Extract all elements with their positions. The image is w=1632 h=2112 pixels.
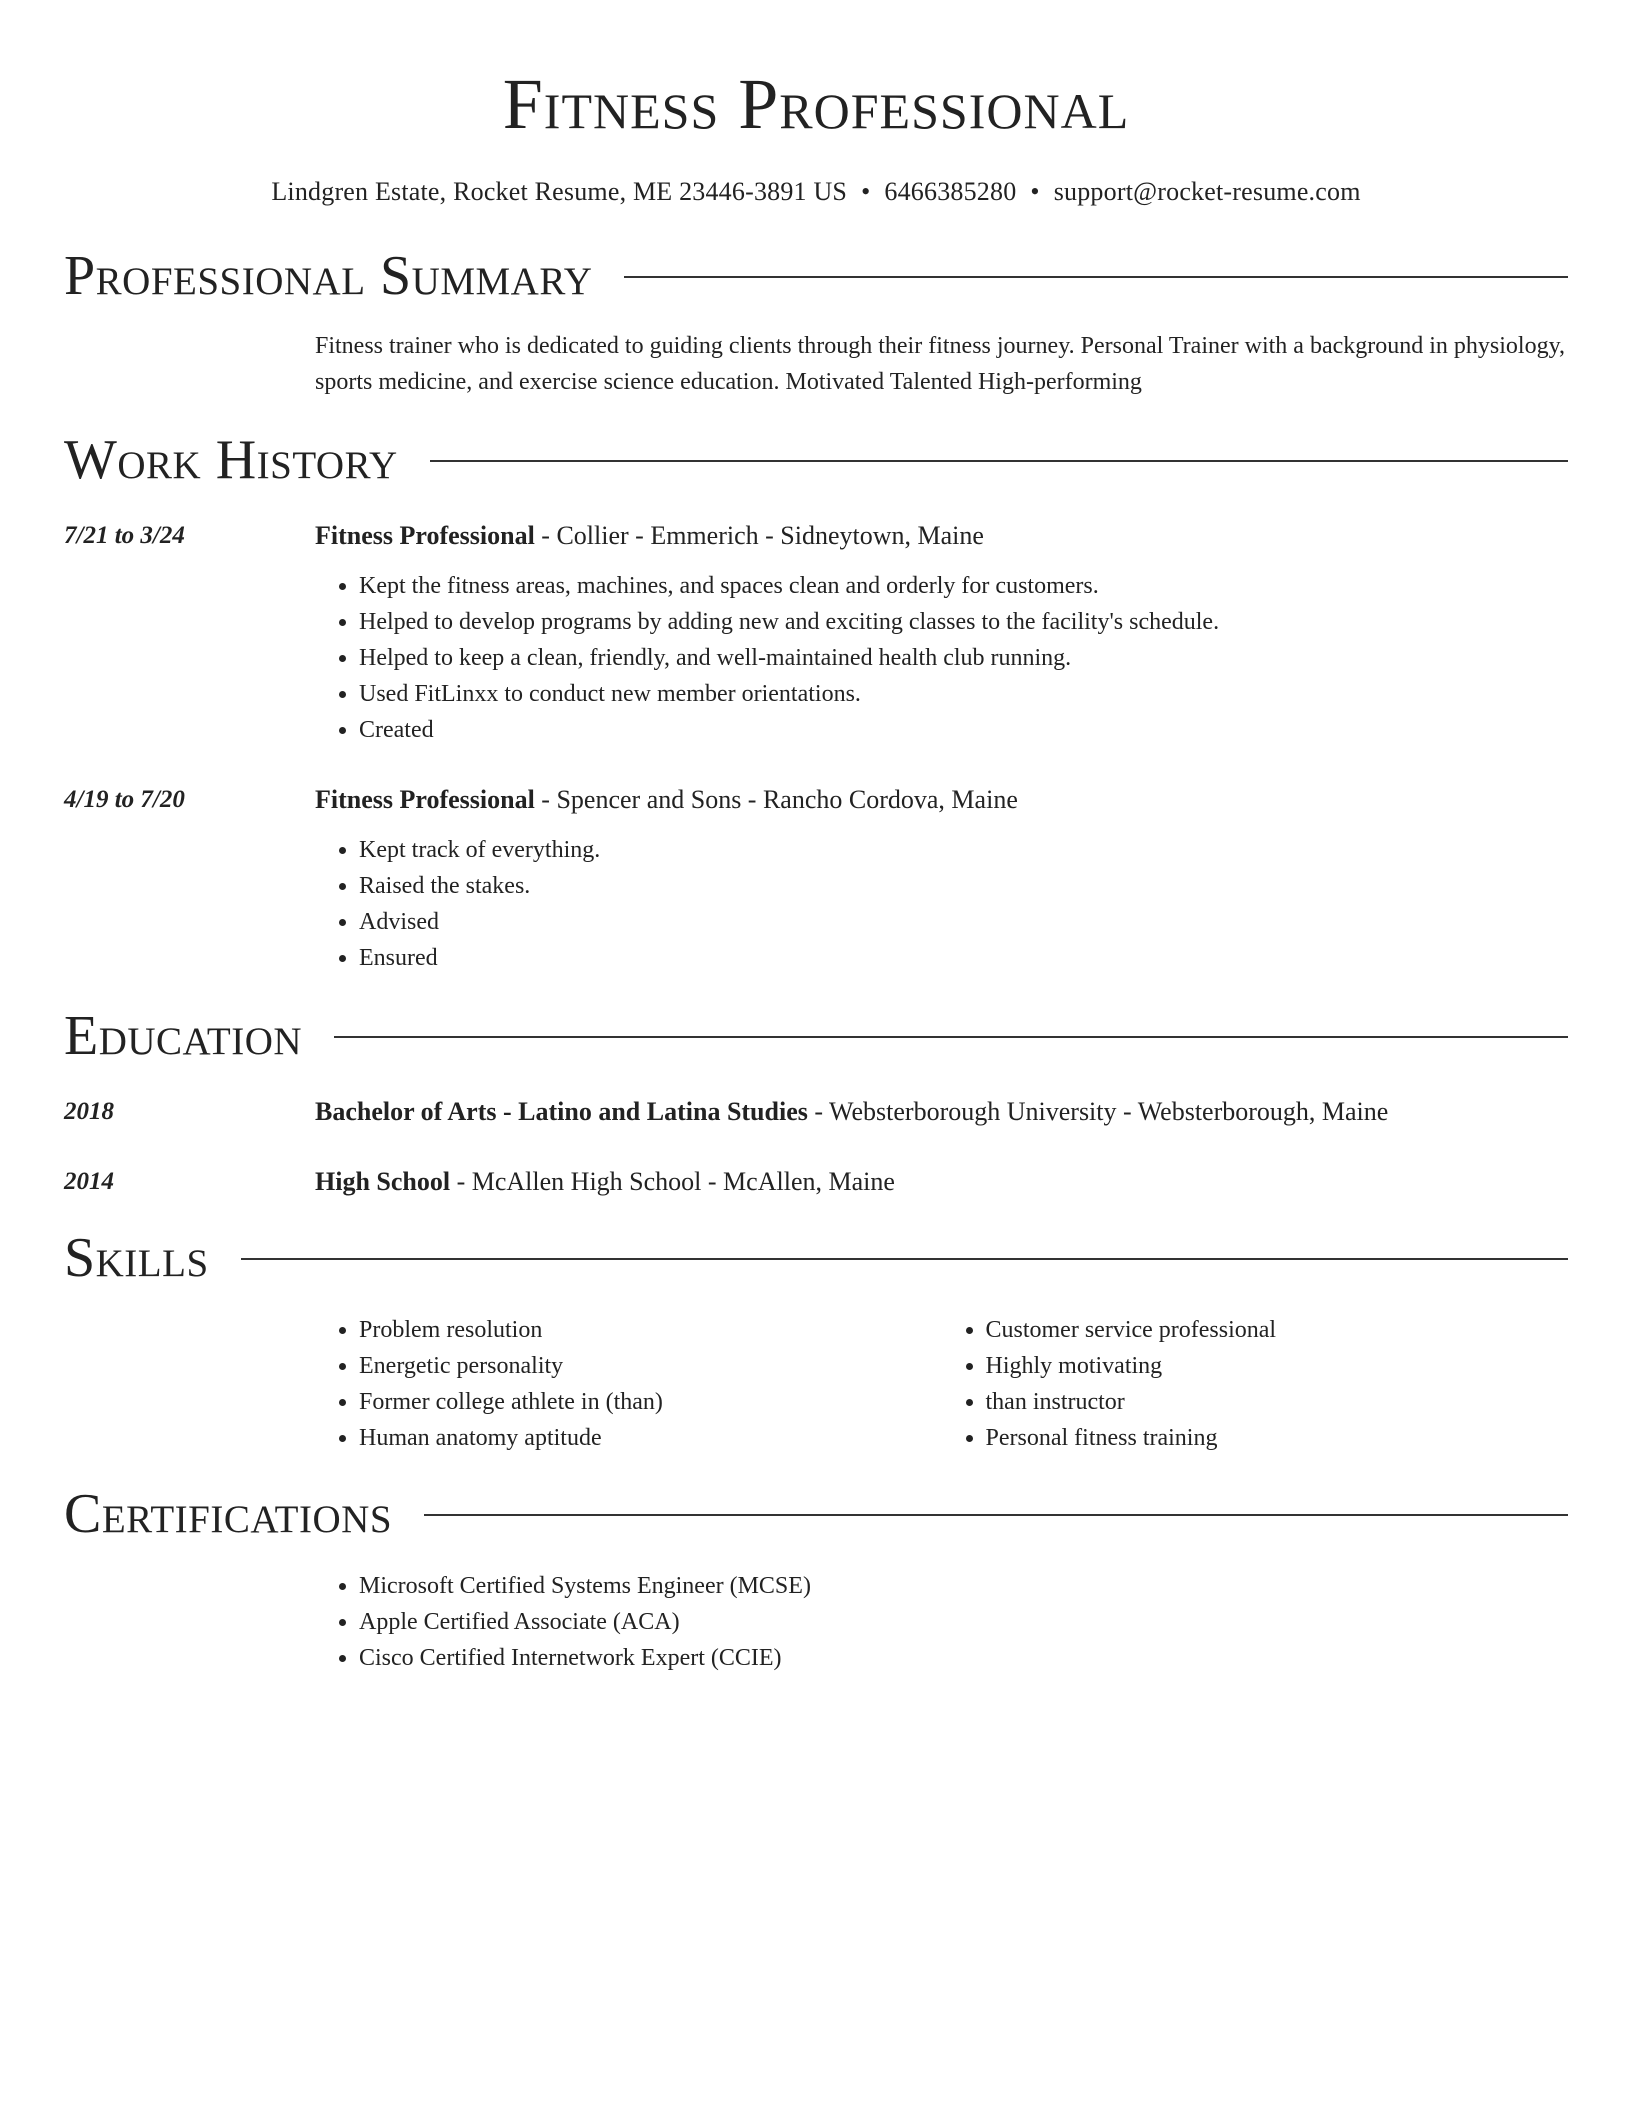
skill-item: • Customer service professional (986, 1312, 1569, 1348)
contact-separator: • (861, 177, 871, 206)
job-employer: - Spencer and Sons - Rancho Cordova, Maine (534, 785, 1018, 814)
skill-item: • than instructor (986, 1384, 1569, 1420)
education-title-line (315, 1094, 1568, 1130)
section-title-certifications: Certifications (64, 1483, 393, 1545)
job-employer: - Collier - Emmerich - Sidneytown, Maine (534, 521, 984, 550)
education-school: - Websterborough University - Websterborough, Maine (807, 1097, 1389, 1126)
job-entry (64, 782, 1568, 976)
summary-text: Fitness trainer who is dedicated to guiding clients through their fitness journey. Personal Trainer with a background in physiology, sports medicine, and exercise science education. Motivated Talented High-performing (315, 333, 1566, 395)
section-title-summary: Professional Summary (64, 245, 593, 307)
job-title: Fitness Professional (315, 785, 535, 814)
skill-item: • Problem resolution (359, 1312, 942, 1348)
certifications-list (315, 1568, 1568, 1676)
skill-item: • Former college athlete in (than) (359, 1384, 942, 1420)
education-details (315, 1094, 1568, 1130)
job-details (315, 518, 1568, 748)
skills-columns (315, 1312, 1568, 1456)
education-year: 2014 (64, 1168, 114, 1195)
job-details (315, 782, 1568, 976)
resume-page (64, 0, 1568, 1676)
section-header-skills (64, 1226, 1568, 1290)
job-bullet: • Ensured (359, 940, 1568, 976)
section-title-work: Work History (64, 429, 398, 491)
job-bullets (315, 832, 1568, 976)
skills-list-right (942, 1312, 1569, 1456)
contact-address: Lindgren Estate, Rocket Resume, ME 23446-3891 US (271, 177, 848, 206)
contact-email: support@rocket-resume.com (1053, 177, 1361, 206)
section-divider (624, 276, 1568, 278)
section-divider (424, 1514, 1568, 1516)
contact-separator: • (1030, 177, 1040, 206)
skill-item: • Personal fitness training (986, 1420, 1569, 1456)
education-degree: High School (315, 1167, 451, 1196)
education-entry (64, 1094, 1568, 1130)
skills-list-left (315, 1312, 942, 1456)
section-header-certifications (64, 1482, 1568, 1546)
contact-phone: 6466385280 (884, 177, 1017, 206)
education-year: 2018 (64, 1098, 114, 1125)
education-details (315, 1164, 1568, 1200)
section-divider (334, 1036, 1568, 1038)
education-entry (64, 1164, 1568, 1200)
education-title-line (315, 1164, 1568, 1200)
certification-item: • Apple Certified Associate (ACA) (359, 1604, 1568, 1640)
section-title-education: Education (64, 1005, 303, 1067)
job-bullet: • Raised the stakes. (359, 868, 1568, 904)
job-entry (64, 518, 1568, 748)
job-bullets (315, 568, 1568, 748)
section-header-work (64, 428, 1568, 492)
contact-line (64, 174, 1568, 210)
job-bullet: • Kept the fitness areas, machines, and spaces clean and orderly for customers. (359, 568, 1568, 604)
job-title-line (315, 518, 1568, 554)
section-divider (430, 460, 1568, 462)
education-school: - McAllen High School - McAllen, Maine (450, 1167, 895, 1196)
skill-item: • Human anatomy aptitude (359, 1420, 942, 1456)
certifications-block (315, 1568, 1568, 1676)
certification-item: • Cisco Certified Internetwork Expert (CCIE) (359, 1640, 1568, 1676)
skill-item: • Highly motivating (986, 1348, 1569, 1384)
job-bullet: • Kept track of everything. (359, 832, 1568, 868)
job-dates: 7/21 to 3/24 (64, 522, 185, 549)
section-title-skills: Skills (64, 1227, 209, 1289)
job-title-line (315, 782, 1568, 818)
section-header-education (64, 1004, 1568, 1068)
job-bullet: • Helped to keep a clean, friendly, and well-maintained health club running. (359, 640, 1568, 676)
skill-item: • Energetic personality (359, 1348, 942, 1384)
job-title: Fitness Professional (315, 521, 535, 550)
section-divider (241, 1258, 1568, 1260)
section-header-summary (64, 244, 1568, 308)
job-bullet: • Used FitLinxx to conduct new member orientations. (359, 676, 1568, 712)
education-degree: Bachelor of Arts - Latino and Latina Studies (315, 1097, 808, 1126)
job-bullet: • Advised (359, 904, 1568, 940)
job-dates: 4/19 to 7/20 (64, 786, 185, 813)
certification-item: • Microsoft Certified Systems Engineer (MCSE) (359, 1568, 1568, 1604)
candidate-name: Fitness Professional (502, 64, 1130, 144)
job-bullet: • Created (359, 712, 1568, 748)
job-bullet: • Helped to develop programs by adding new and exciting classes to the facility's schedule. (359, 604, 1568, 640)
